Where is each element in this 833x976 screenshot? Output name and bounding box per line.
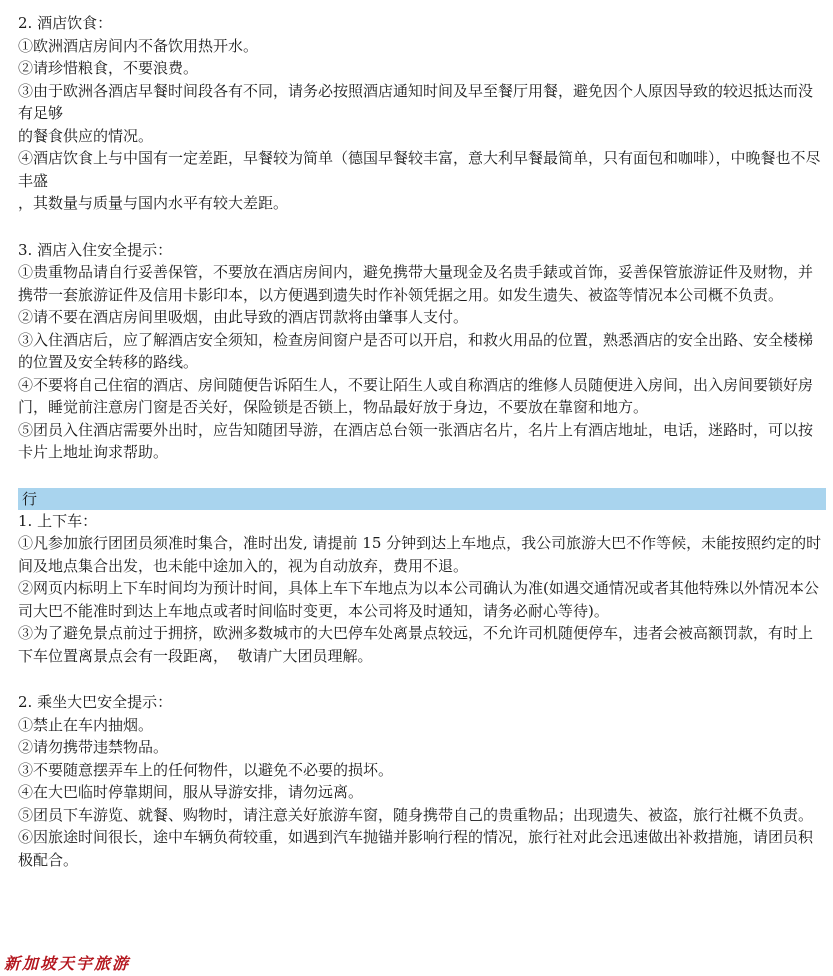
document-page <box>18 12 826 871</box>
section-heading-boarding: 1. 上下车： <box>18 511 98 530</box>
list-item: ⑤团员入住酒店需要外出时，应告知随团导游，在酒店总台领一张酒店名片，名片上有酒店地址，电话，迷路时，可以按卡片上地址询求帮助。 <box>18 420 814 461</box>
watermark: 新加坡天宇旅游 <box>4 954 131 973</box>
list-item: ③入住酒店后，应了解酒店安全须知，检查房间窗户是否可以开启，和救火用品的位置，熟悉酒店的安全出路、安全楼梯的位置及安全转移的路线。 <box>18 330 814 371</box>
list-item: ⑤团员下车游览、就餐、购物时，请注意关好旅游车窗，随身携带自己的贵重物品；出现遗失、被盗，旅行社概不负责。 <box>18 805 814 824</box>
list-item: ③为了避免景点前过于拥挤，欧洲多数城市的大巴停车处离景点较远，不允许司机随便停车，违者会被高额罚款，有时上下车位置离景点会有一段距离， 敬请广大团员理解。 <box>18 624 814 665</box>
section-heading-bus-safety: 2. 乘坐大巴安全提示： <box>18 693 173 711</box>
list-item: ③不要随意摆弄车上的任何物件，以避免不必要的损坏。 <box>18 760 394 779</box>
list-item: ①欧洲酒店房间内不备饮用热开水。 <box>18 36 259 55</box>
list-item: ③由于欧洲各酒店早餐时间段各有不同，请务必按照酒店通知时间及早至餐厅用餐，避免因个人原因导致的较迟抵达而没有足够 <box>18 81 814 122</box>
list-item: ，其数量与质量与国内水平有较大差距。 <box>18 194 289 212</box>
list-item: 的餐食供应的情况。 <box>18 126 154 145</box>
list-item: ②请勿携带违禁物品。 <box>18 738 169 756</box>
section-band-travel: 行 <box>18 488 826 510</box>
list-item: ②请不要在酒店房间里吸烟，由此导致的酒店罚款将由肇事人支付。 <box>18 308 469 326</box>
list-item: ①贵重物品请自行妥善保管，不要放在酒店房间内，避免携带大量现金及名贵手錶或首饰，妥善保管旅游证件及财物，并携带一套旅游证件及信用卡影印本，以方便遇到遗失时作补领凭据之用。如发生遗失、被盗等情况本公司概不负责。 <box>18 263 814 304</box>
list-item: ⑥因旅途时间很长，途中车辆负荷较重，如遇到汽车抛锚并影响行程的情况，旅行社对此会迅速做出补救措施，请团员积极配合。 <box>18 828 814 869</box>
section-heading-hotel-safety: 3. 酒店入住安全提示： <box>18 240 173 259</box>
list-item: ①禁止在车内抽烟。 <box>18 715 154 734</box>
list-item: ④不要将自己住宿的酒店、房间随便告诉陌生人，不要让陌生人或自称酒店的维修人员随便进入房间，出入房间要锁好房门，睡觉前注意房门窗是否关好，保险锁是否锁上，物品最好放于身边，不要放在靠窗和地方。 <box>18 375 814 416</box>
list-item: ②请珍惜粮食，不要浪费。 <box>18 59 199 77</box>
list-item: ①凡参加旅行团团员须准时集合，准时出发, 请提前 15 分钟到达上车地点，我公司旅游大巴不作等候，未能按照约定的时间及地点集合出发，也未能中途加入的，视为自动放弃，费用不退。 <box>18 534 822 575</box>
list-item: ④酒店饮食上与中国有一定差距，早餐较为简单（德国早餐较丰富，意大利早餐最简单，只有面包和咖啡），中晚餐也不尽丰盛 <box>18 149 821 190</box>
list-item: ④在大巴临时停靠期间，服从导游安排，请勿远离。 <box>18 783 364 801</box>
section-heading-hotel-food: 2. 酒店饮食： <box>18 14 113 32</box>
list-item: ②网页内标明上下车时间均为预计时间，具体上车下车地点为以本公司确认为准(如遇交通情况或者其他特殊以外情况本公司大巴不能准时到达上车地点或者时间临时变更，本公司将及时通知，请务必耐心等待)。 <box>18 579 819 620</box>
